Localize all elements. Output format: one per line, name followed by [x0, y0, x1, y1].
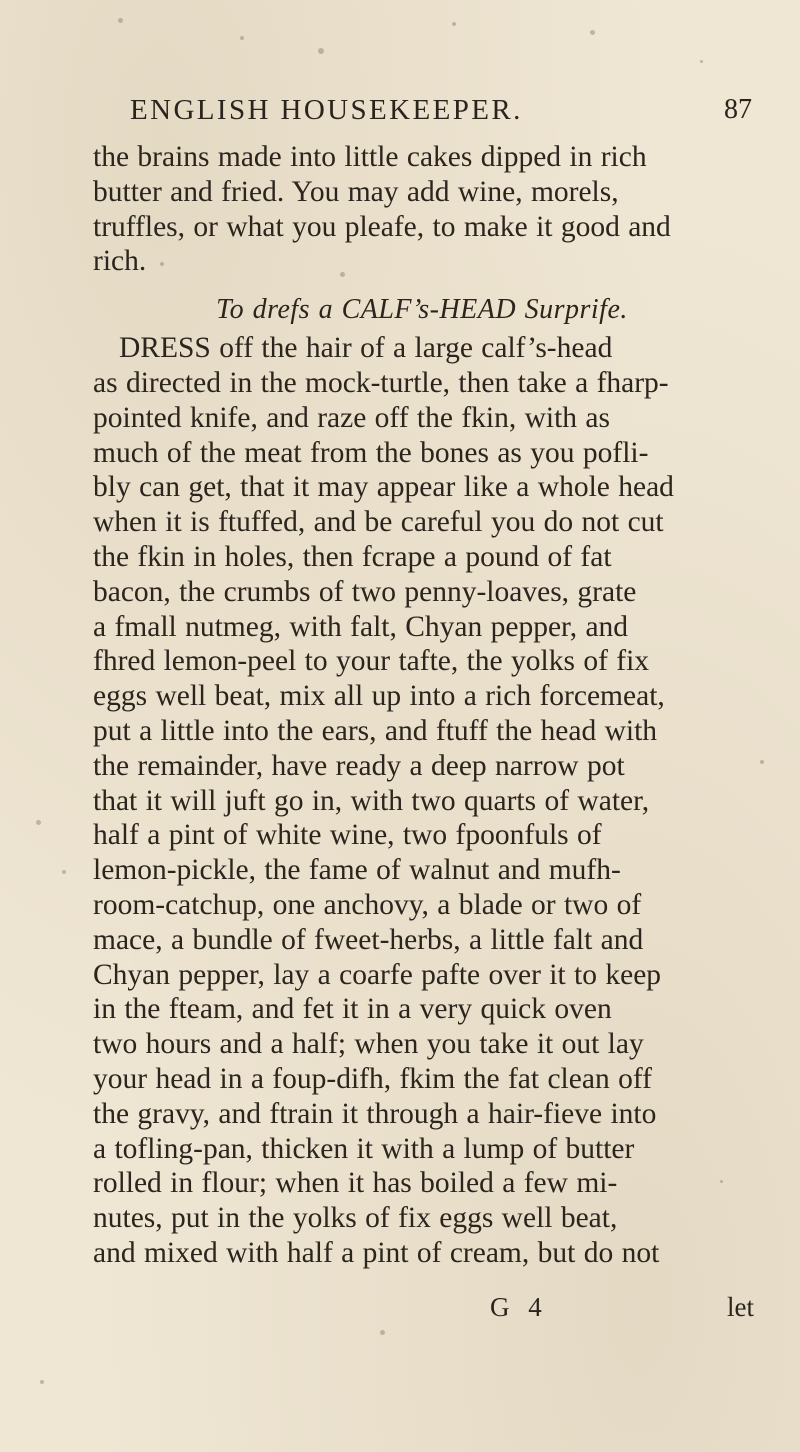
text-line: the gravy, and ftrain it through a hair-fieve into	[93, 1097, 657, 1130]
text-line: fhred lemon-peel to your tafte, the yolks of fix	[93, 645, 650, 678]
text-line: half a pint of white wine, two fpoonfuls of	[93, 819, 602, 852]
foxing-speck	[452, 22, 456, 26]
text-line: the brains made into little cakes dipped in rich	[93, 141, 647, 173]
page-number: 87	[724, 94, 752, 125]
text-line: lemon-pickle, the fame of walnut and mufh-	[93, 854, 621, 887]
text-line: nutes, put in the yolks of fix eggs well beat,	[93, 1202, 618, 1235]
text-line: a fmall nutmeg, with falt, Chyan pepper, and	[93, 610, 629, 643]
text-line: the fkin in holes, then fcrape a pound of fat	[93, 540, 612, 573]
text-line: two hours and a half; when you take it out lay	[93, 1028, 644, 1061]
text-line: your head in a foup-difh, fkim the fat clean off	[93, 1062, 652, 1095]
foxing-speck	[118, 18, 123, 23]
running-title: ENGLISH HOUSEKEEPER.	[130, 94, 523, 126]
text-line: when it is ftuffed, and be careful you do not cut	[93, 506, 664, 539]
text-line: mace, a bundle of fweet-herbs, a little falt and	[93, 923, 644, 956]
text-line: much of the meat from the bones as you pofli-	[93, 436, 649, 469]
foxing-speck	[590, 30, 595, 35]
foxing-speck	[36, 820, 41, 825]
text-line: a tofling-pan, thicken it with a lump of butter	[93, 1132, 635, 1165]
text-line: truffles, or what you pleafe, to make it good and	[93, 210, 671, 243]
text-line: bacon, the crumbs of two penny-loaves, grate	[93, 575, 637, 608]
recipe-text	[93, 140, 751, 1271]
foxing-speck	[700, 60, 703, 63]
text-line: rolled in flour; when it has boiled a few mi-	[93, 1167, 618, 1200]
text-line: butter and fried. You may add wine, morels,	[93, 175, 619, 208]
text-line: room-catchup, one anchovy, a blade or two of	[93, 888, 642, 921]
page-header	[60, 94, 780, 134]
foxing-speck	[40, 1380, 44, 1384]
text-line: bly can get, that it may appear like a whole head	[93, 471, 674, 504]
text-line: as directed in the mock-turtle, then take a fharp-	[93, 366, 669, 399]
text-line: Chyan pepper, lay a coarfe pafte over it to keep	[93, 958, 662, 991]
text-line: that it will juft go in, with two quarts of water,	[93, 784, 650, 817]
text-line: put a little into the ears, and ftuff the head with	[93, 714, 658, 747]
foxing-speck	[318, 48, 324, 54]
text-line: the remainder, have ready a deep narrow pot	[93, 749, 625, 782]
foxing-speck	[760, 760, 764, 764]
text-line: eggs well beat, mix all up into a rich forcemeat,	[93, 680, 665, 713]
text-line: DRESS off the hair of a large calf’s-head	[119, 332, 613, 365]
text-line: in the fteam, and fet it in a very quick oven	[93, 993, 612, 1026]
text-line: and mixed with half a pint of cream, but do not	[93, 1236, 660, 1269]
catchword: let	[727, 1292, 754, 1322]
foxing-speck	[62, 870, 66, 874]
foxing-speck	[240, 36, 244, 40]
text-line: pointed knife, and raze off the fkin, with as	[93, 401, 610, 434]
text-line: rich.	[93, 245, 147, 278]
foxing-speck	[380, 1330, 385, 1335]
recipe-heading: To drefs a CALF’s-HEAD Surprife.	[216, 294, 628, 326]
signature-mark: G 4	[490, 1292, 548, 1322]
